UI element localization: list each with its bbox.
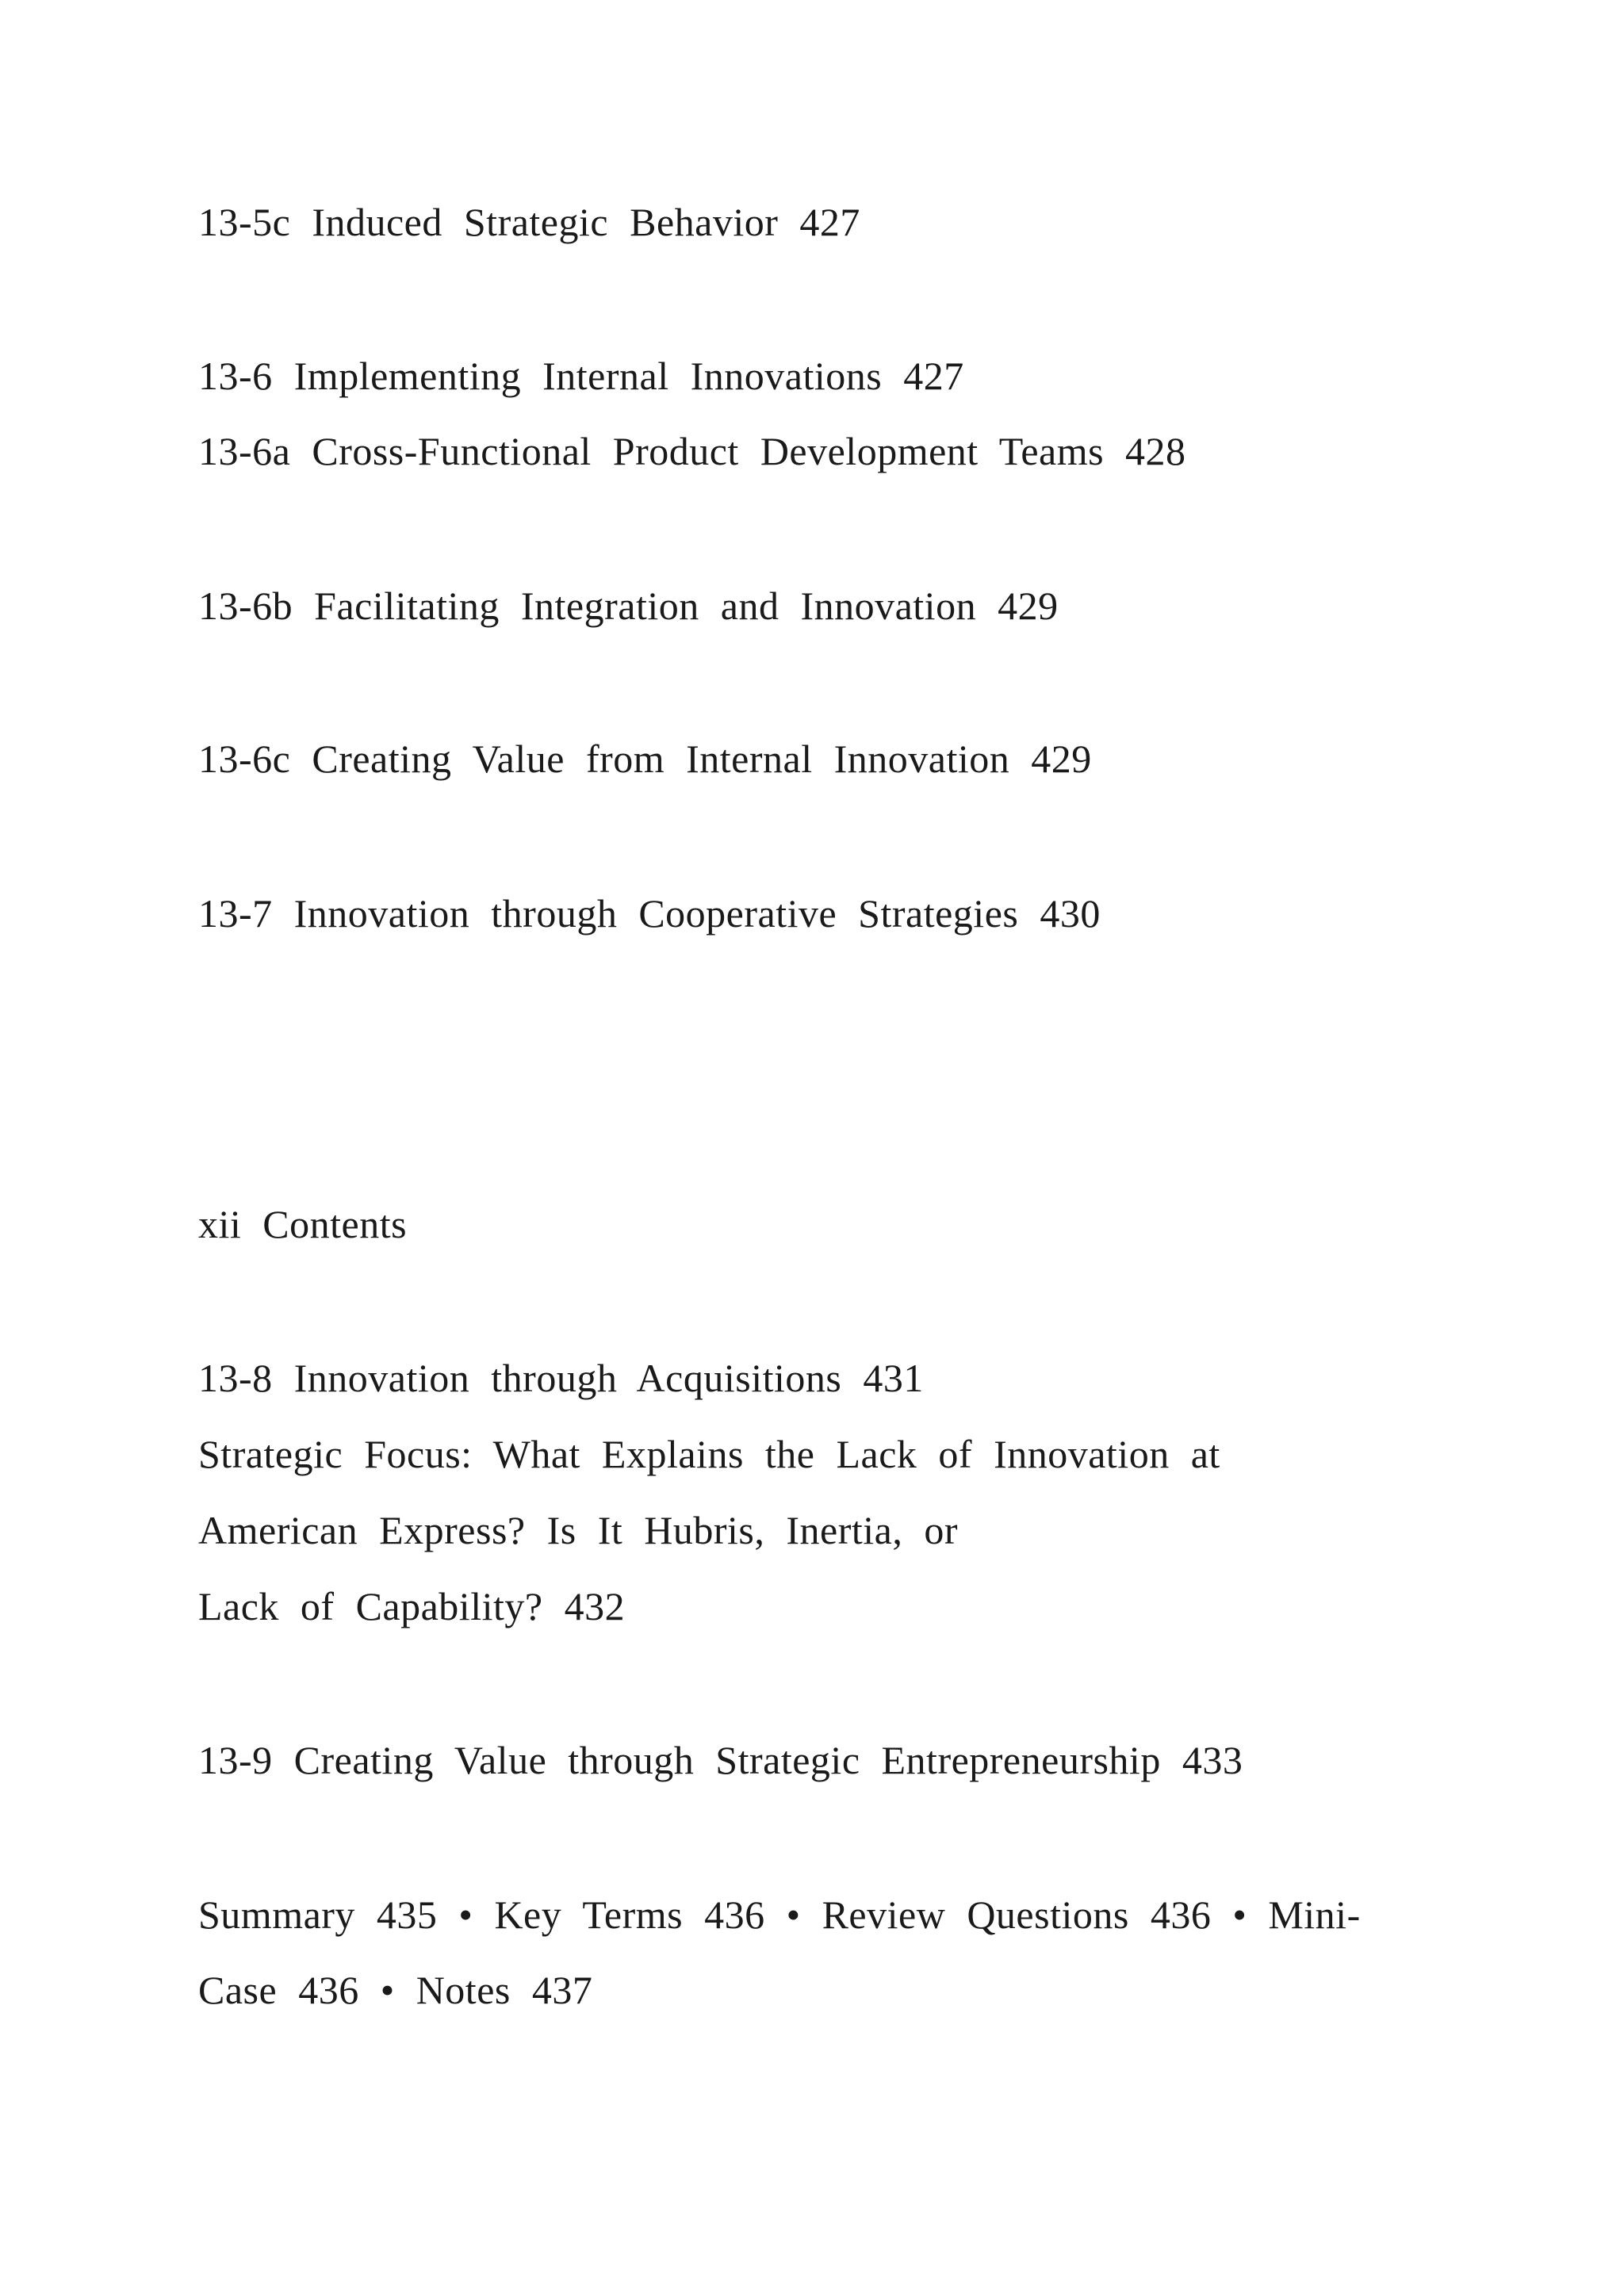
page-header: xii Contents (198, 1202, 408, 1246)
toc-entry-strategic-focus-line-2: American Express? Is It Hubris, Inertia, or (198, 1508, 958, 1552)
toc-entry-13-6a: 13-6a Cross-Functional Product Development Teams 428 (198, 429, 1186, 473)
toc-entry-13-8: 13-8 Innovation through Acquisitions 431 (198, 1356, 924, 1400)
toc-entry-strategic-focus-line-1: Strategic Focus: What Explains the Lack of Innovation at (198, 1432, 1220, 1476)
toc-entry-end-matter-line-1: Summary 435 • Key Terms 436 • Review Questions 436 • Mini- (198, 1892, 1361, 1937)
toc-entry-13-6b: 13-6b Facilitating Integration and Innovation 429 (198, 584, 1059, 628)
toc-entry-13-7: 13-7 Innovation through Cooperative Strategies 430 (198, 891, 1101, 936)
toc-entry-strategic-focus-line-3: Lack of Capability? 432 (198, 1584, 626, 1628)
toc-entry-13-6: 13-6 Implementing Internal Innovations 427 (198, 354, 964, 398)
toc-entry-13-6c: 13-6c Creating Value from Internal Innovation 429 (198, 737, 1092, 781)
toc-entry-13-9: 13-9 Creating Value through Strategic Entrepreneurship 433 (198, 1738, 1243, 1782)
toc-entry-13-5c: 13-5c Induced Strategic Behavior 427 (198, 200, 860, 244)
toc-entry-end-matter-line-2: Case 436 • Notes 437 (198, 1968, 593, 2012)
